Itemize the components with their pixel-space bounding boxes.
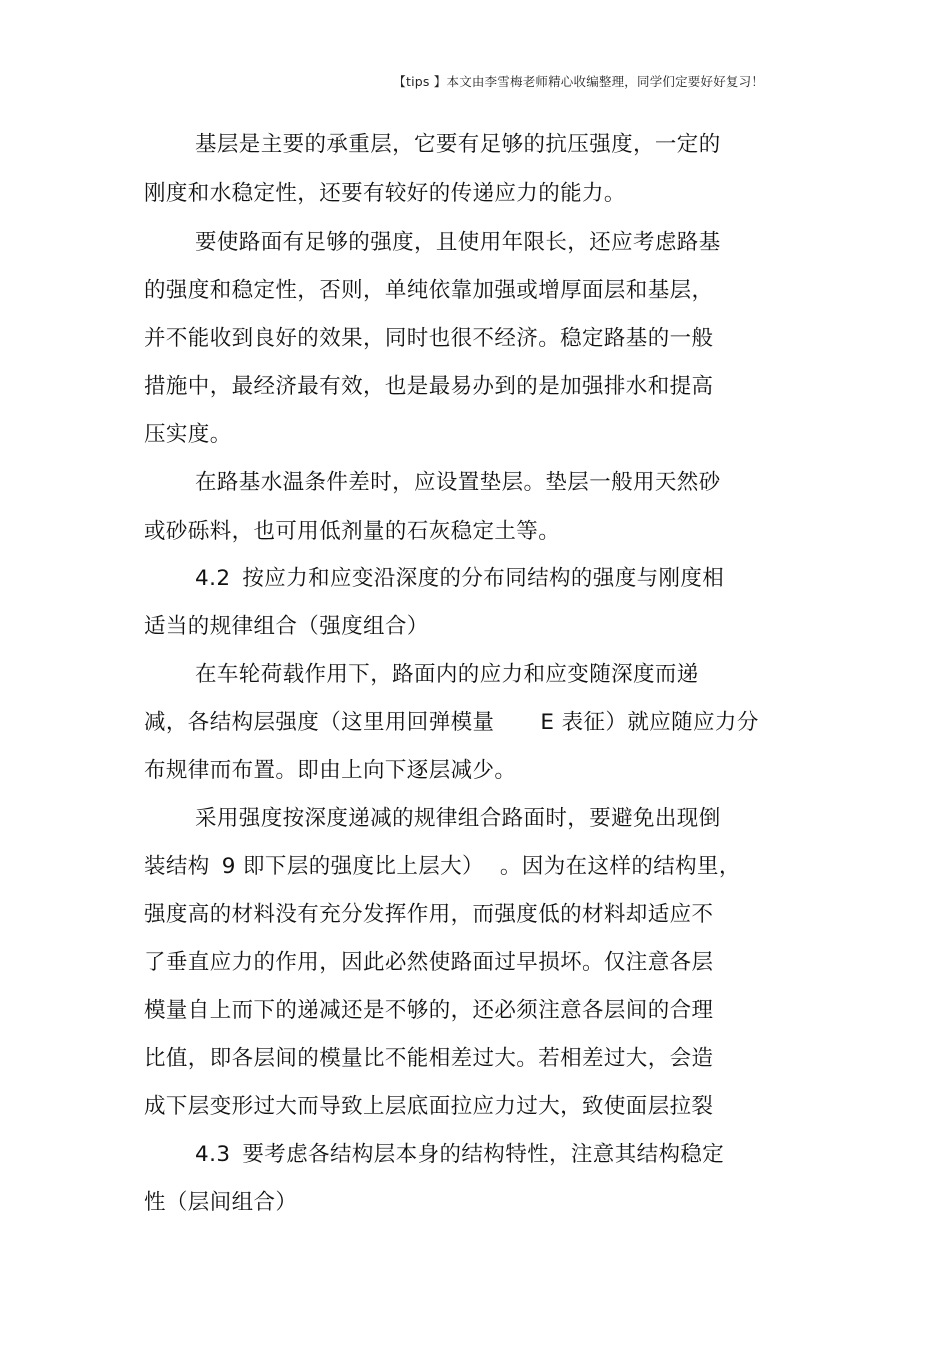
text-line: 在路基水温条件差时，应设置垫层。垫层一般用天然砂 xyxy=(195,470,721,495)
text-line: 成下层变形过大而导致上层底面拉应力过大，致使面层拉裂 xyxy=(144,1094,714,1119)
text-segment: E 表征）就应随应力分 xyxy=(540,710,759,735)
text-segment: 9 即下层的强度比上层大） xyxy=(221,854,484,879)
text-line xyxy=(144,853,741,881)
text-line: 在车轮荷载作用下，路面内的应力和应变随深度而递 xyxy=(195,662,699,687)
section-heading-4-2 xyxy=(195,565,724,593)
section-title: 按应力和应变沿深度的分布同结构的强度与刚度相 xyxy=(242,566,725,591)
text-segment: 减，各结构层强度（这里用回弹模量 xyxy=(144,710,495,735)
section-number: 4.2 xyxy=(195,566,231,591)
text-segment: 。因为在这样的结构里， xyxy=(499,854,741,879)
text-line: 或砂砾料，也可用低剂量的石灰稳定土等。 xyxy=(144,519,561,544)
text-line: 压实度。 xyxy=(144,422,232,447)
text-line: 强度高的材料没有充分发挥作用，而强度低的材料却适应不 xyxy=(144,902,714,927)
text-line: 布规律而布置。即由上向下逐层减少。 xyxy=(144,758,517,783)
text-line: 了垂直应力的作用，因此必然使路面过早损坏。仅注意各层 xyxy=(144,950,714,975)
text-line: 采用强度按深度递减的规律组合路面时，要避免出现倒 xyxy=(195,806,721,831)
section-heading-4-3 xyxy=(195,1141,724,1169)
text-line: 并不能收到良好的效果，同时也很不经济。稳定路基的一般 xyxy=(144,326,714,351)
text-line: 比值，即各层间的模量比不能相差过大。若相差过大，会造 xyxy=(144,1046,714,1071)
text-line: 适当的规律组合（强度组合） xyxy=(144,614,429,639)
header-tip: 【tips 】本文由李雪梅老师精心收编整理，同学们定要好好复习！ xyxy=(393,74,764,89)
text-line: 措施中，最经济最有效，也是最易办到的是加强排水和提高 xyxy=(144,374,714,399)
text-line: 要使路面有足够的强度，且使用年限长，还应考虑路基 xyxy=(195,230,721,255)
text-segment: 装结构 xyxy=(144,854,210,879)
text-line: 基层是主要的承重层，它要有足够的抗压强度，一定的 xyxy=(195,132,721,157)
text-line: 的强度和稳定性，否则，单纯依靠加强或增厚面层和基层， xyxy=(144,278,714,303)
text-line: 性（层间组合） xyxy=(144,1190,298,1215)
text-line: 模量自上而下的递减还是不够的，还必须注意各层间的合理 xyxy=(144,998,714,1023)
section-title: 要考虑各结构层本身的结构特性，注意其结构稳定 xyxy=(242,1142,725,1167)
text-line xyxy=(144,709,759,737)
text-line: 刚度和水稳定性，还要有较好的传递应力的能力。 xyxy=(144,181,626,206)
section-number: 4.3 xyxy=(195,1142,231,1167)
